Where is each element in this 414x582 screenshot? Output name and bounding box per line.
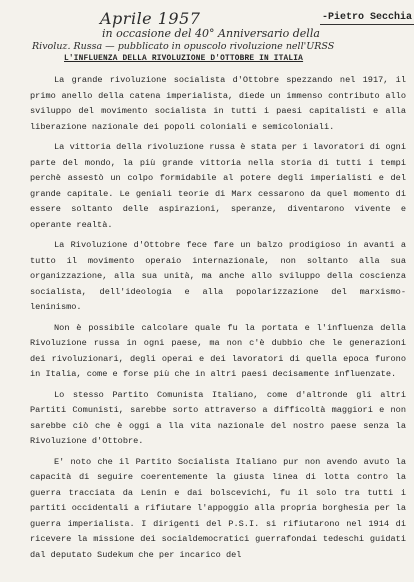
document-body (30, 73, 406, 568)
paragraph: La grande rivoluzione socialista d'Ottobre spezzando nel 1917, il primo anello della catena imperialista, diede un immenso contributo allo sviluppo del movimento socialista in tutti i paesi capitalisti e alla liberazione nazionale dei popoli coloniali e semicoloniali. (30, 75, 406, 132)
paragraph: La vittoria della rivoluzione russa è stata per i lavoratori di ogni parte del mondo, la più grande vittoria nella storia di tutti i tempi perchè assestò un colpo formidabile al potere degli imperialisti e del grande capitale. Le geniali teorie di Marx cessarono da quel momento di essere soltanto delle aspirazioni, speranze, diventarono vivente e operante realtà. (30, 142, 406, 230)
author-name: -Pietro Secchia (322, 12, 413, 23)
handwritten-date: Aprile 1957 (100, 9, 201, 28)
paragraph: Lo stesso Partito Comunista Italiano, come d'altronde gli altri Partiti Comunisti, sarebbe sorto attraverso a difficoltà maggiori e non sarebbe ciò che è oggi a lla vita nazionale del nostro paese senza la Rivoluzione d'Ottobre. (30, 389, 406, 446)
paragraph: Non è possibile calcolare quale fu la portata e l'influenza della Rivoluzione russa in ogni paese, ma non c'è dubbio che le generazioni dei rivoluzionari, degli operai e dei lavoratori di quella epoca furono in Italia, come e forse più che in altri paesi decisamente influenzate. (30, 322, 406, 379)
handwritten-note-line-2: Rivoluz. Russa — pubblicato in opuscolo rivoluzione nell'URSS (32, 41, 335, 52)
document-title: L'INFLUENZA DELLA RIVOLUZIONE D'OTTOBRE IN ITALIA (64, 55, 304, 63)
paragraph: E' noto che il Partito Socialista Italiano pur non avendo avuto la capacità di seguire coerentemente la giusta linea di lotta contro la guerra tracciata da Lenin e dai bolscevichi, fu il solo tra tutti i partiti occidentali a rifiutare l'appoggio alla propria borghesia per la guerra imperialista. I dirigenti del P.S.I. si rifiutarono nel 1914 di ricevere la missione dei socialdemocratici guerrafondai tedeschi guidati dal deputato Sudekum che per incarico del (30, 456, 406, 560)
handwritten-note-line-1: in occasione del 40° Anniversario della (102, 27, 320, 40)
paragraph: La Rivoluzione d'Ottobre fece fare un balzo prodigioso in avanti a tutto il movimento operaio internazionale, non soltanto alla sua organizzazione, alla sua unità, ma anche allo sviluppo della coscienza socialista, dell'ideologia e alla popolarizzazione del marxismo-leninismo. (30, 240, 406, 312)
